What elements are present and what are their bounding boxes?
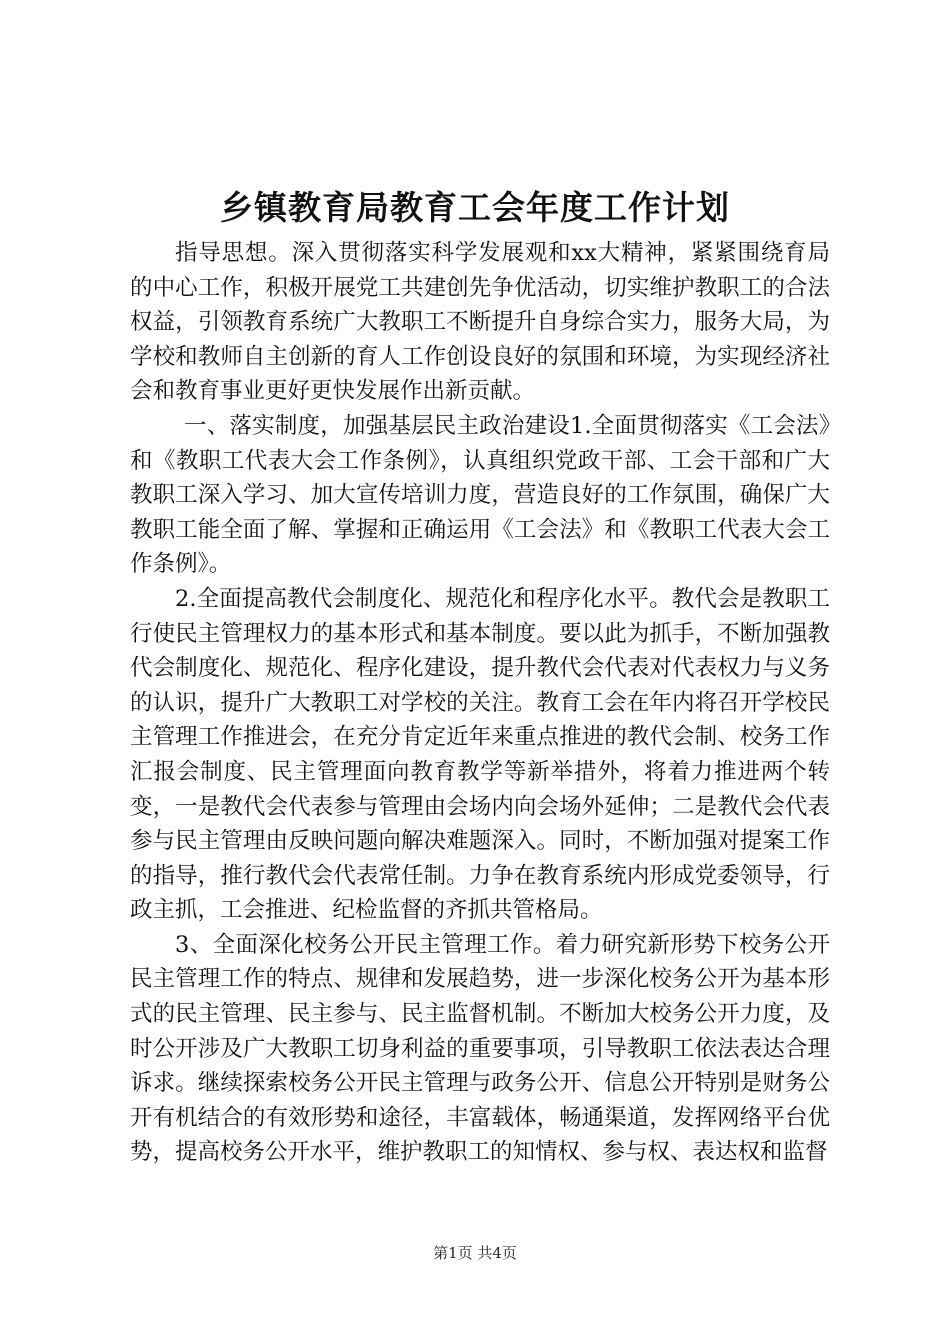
paragraph-guiding-ideology: 指导思想。深入贯彻落实科学发展观和xx大精神，紧紧围绕育局的中心工作，积极开展党工共建创先争优活动，切实维护教职工的合法权益，引领教育系统广大教职工不断提升自身综合实力，服务大局，为学校和教师自主创新的育人工作创设良好的氛围和环境，为实现经济社会和教育事业更好更快发展作出新贡献。 <box>130 240 830 405</box>
document-title: 乡镇教育局教育工会年度工作计划 <box>220 188 730 227</box>
paragraph-item-three: 3、全面深化校务公开民主管理工作。着力研究新形势下校务公开民主管理工作的特点、规律和发展趋势，进一步深化校务公开为基本形式的民主管理、民主参与、民主监督机制。不断加大校务公开力度，及时公开涉及广大教职工切身利益的重要事项，引导教职工依法表达合理诉求。继续探索校务公开民主管理与政务公开、信息公开特别是财务公开有机结合的有效形势和途径，丰富载体，畅通渠道，发挥网络平台优势，提高校务公开水平，维护教职工的知情权、参与权、表达权和监督 <box>130 931 830 1166</box>
paragraph-section-one: 一、落实制度，加强基层民主政治建设1.全面贯彻落实《工会法》和《教职工代表大会工作条例》，认真组织党政干部、工会干部和广大教职工深入学习、加大宣传培训力度，营造良好的工作氛围，确保广大教职工能全面了解、掌握和正确运用《工会法》和《教职工代表大会工作条例》。 <box>130 412 830 578</box>
paragraph-item-two: 2.全面提高教代会制度化、规范化和程序化水平。教代会是教职工行使民主管理权力的基本形式和基本制度。要以此为抓手，不断加强教代会制度化、规范化、程序化建设，提升教代会代表对代表权力与义务的认识，提升广大教职工对学校的关注。教育工会在年内将召开学校民主管理工作推进会，在充分肯定近年来重点推进的教代会制、校务工作汇报会制度、民主管理面向教育教学等新举措外，将着力推进两个转变，一是教代会代表参与管理由会场内向会场外延伸；二是教代会代表参与民主管理由反映问题向解决难题深入。同时，不断加强对提案工作的指导，推行教代会代表常任制。力争在教育系统内形成党委领导，行政主抓，工会推进、纪检监督的齐抓共管格局。 <box>130 585 830 924</box>
document-body <box>130 236 830 1170</box>
page-footer: 第1页 共4页 <box>433 1244 517 1262</box>
